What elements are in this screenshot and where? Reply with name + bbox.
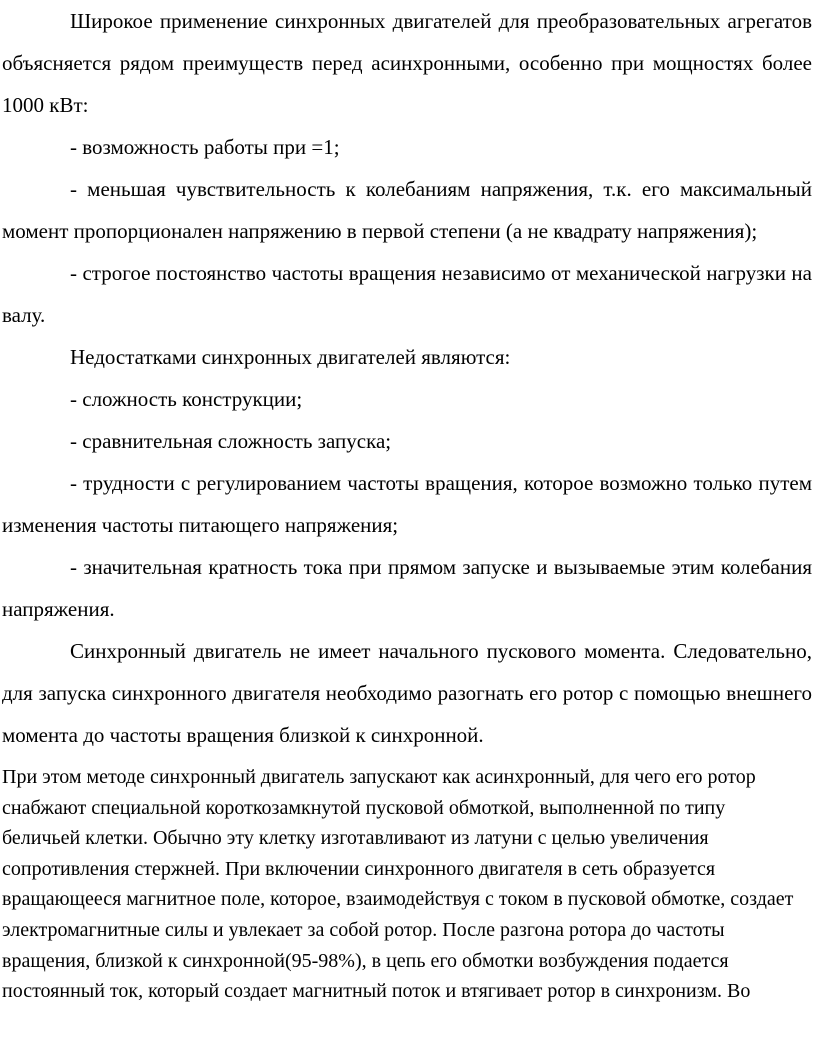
paragraph-intro: Широкое применение синхронных двигателей для преобразовательных агрегатов объясняется рядом преимуществ перед асинхронными, особенно при мощностях более 1000 кВт:: [2, 9, 812, 117]
disadvantage-item-2: - сравнительная сложность запуска;: [70, 429, 392, 453]
advantage-item-1: - возможность работы при =1;: [70, 135, 340, 159]
advantage-item-3: - строгое постоянство частоты вращения независимо от механической нагрузки на валу.: [2, 261, 812, 327]
paragraph-starting-method: При этом методе синхронный двигатель запускают как асинхронный, для чего его ротор снабжают специальной короткозамкнутой пусковой обмоткой, выполненной по типу беличьей клетки. Обычно эту клетку изготавливают из латуни с целью увеличения сопротивления стержней. При включении синхронного двигателя в сеть образуется вращающееся магнитное поле, которое, взаимодействуя с током в пусковой обмотке, создает электромагнитные силы и увлекает за собой ротор. После разгона ротора до частоты вращения, близкой к синхронной(95-98%), в цепь его обмотки возбуждения подается постоянный ток, который создает магнитный поток и втягивает ротор в синхронизм. Во: [2, 766, 794, 1003]
advantage-item-2: - меньшая чувствительность к колебаниям напряжения, т.к. его максимальный момент пропорционален напряжению в первой степени (а не квадрату напряжения);: [2, 177, 812, 243]
disadvantage-item-3: - трудности с регулированием частоты вращения, которое возможно только путем изменения частоты питающего напряжения;: [2, 471, 812, 537]
disadvantages-heading: Недостатками синхронных двигателей являются:: [70, 345, 511, 369]
document-continuation: [2, 762, 802, 1007]
paragraph-starting: Синхронный двигатель не имеет начального пускового момента. Следовательно, для запуска синхронного двигателя необходимо разогнать его ротор с помощью внешнего момента до частоты вращения близкой к синхронной.: [2, 639, 812, 747]
disadvantage-item-1: - сложность конструкции;: [70, 387, 303, 411]
document-body: [2, 0, 812, 756]
disadvantage-item-4: - значительная кратность тока при прямом запуске и вызываемые этим колебания напряжения.: [2, 555, 812, 621]
